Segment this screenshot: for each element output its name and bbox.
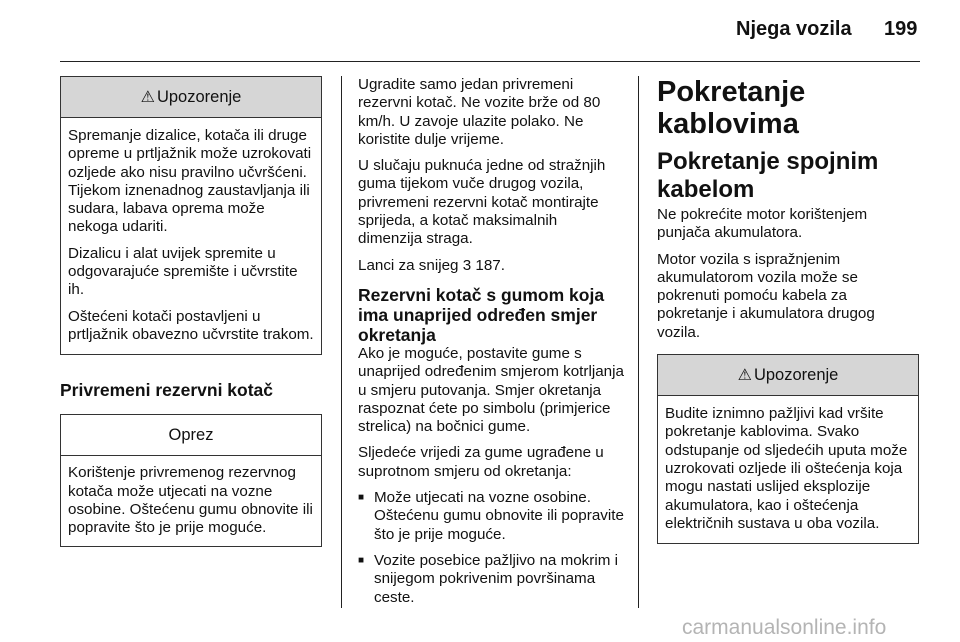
list-item-text: Vozite posebice pažljivo na mokrim i snijegom pokrivenim površinama ceste. bbox=[374, 551, 618, 606]
column-divider-2 bbox=[638, 76, 639, 608]
warning-box-body bbox=[658, 396, 918, 543]
warning-box-header bbox=[61, 77, 321, 118]
body-paragraph: U slučaju puknuća jedne od stražnjih guma tijekom vuče drugog vozila, privremeni rezervni kotač montirajte sprijeda, a kotač maksimalnih dimenzija straga. bbox=[358, 157, 606, 248]
warning-box-title: Upozorenje bbox=[156, 87, 242, 106]
snow-chains-ref-page: 187. bbox=[475, 256, 505, 274]
subheading-directional-tyre: Rezervni kotač s gumom koja ima unaprijed određen smjer okretanja bbox=[358, 284, 605, 345]
warning-box-storage bbox=[60, 76, 322, 355]
column-1 bbox=[60, 76, 322, 547]
body-paragraph: Motor vozila s ispražnjenim akumulatorom vozila može se pokrenuti pomoću kabela za pokretanje i akumulatora drugog vozila. bbox=[657, 250, 875, 341]
caution-box bbox=[60, 414, 322, 547]
chapter-title-jump-start: Pokretanje kablovima bbox=[657, 76, 806, 140]
warning-box-jump-start bbox=[657, 354, 919, 544]
warning-paragraph: Dizalicu i alat uvijek spremite u odgovarajuće spremište i učvrstite ih. bbox=[68, 244, 298, 299]
header-divider bbox=[60, 61, 920, 62]
snow-chains-reference bbox=[358, 257, 624, 275]
section-title-jump-cable: Pokretanje spojnim kabelom bbox=[657, 148, 879, 203]
column-3 bbox=[657, 76, 919, 544]
body-paragraph: Sljedeće vrijedi za gume ugrađene u suprotnom smjeru od okretanja: bbox=[358, 444, 604, 480]
warning-box-title: Upozorenje bbox=[753, 365, 839, 384]
list-item bbox=[358, 552, 624, 607]
snow-chains-ref-text: Lanci za snijeg bbox=[358, 256, 459, 274]
caution-box-body bbox=[61, 456, 321, 546]
body-paragraph: Ugradite samo jedan privremeni rezervni kotač. Ne vozite brže od 80 km/h. U zavoje ulazite polako. Ne koristite dulje vrijeme. bbox=[358, 76, 601, 148]
body-paragraph: Ne pokrećite motor korištenjem punjača akumulatora. bbox=[657, 206, 868, 242]
body-paragraph: Ako je moguće, postavite gume s unaprijed određenim smjerom kotrljanja u smjeru putovanja. Smjer okretanja raspoznat ćete po simbolu (primjerice strelica) na bočnici gume. bbox=[358, 344, 624, 436]
warning-triangle-icon: ⚠ bbox=[737, 367, 752, 385]
list-item-text: Može utjecati na vozne osobine. Oštećenu gumu obnovite ili popravite što je prije moguće. bbox=[374, 489, 624, 543]
bullet-square-icon: ■ bbox=[358, 554, 365, 566]
page-ref-arrow-icon: 3 bbox=[462, 256, 472, 274]
column-divider-1 bbox=[341, 76, 342, 608]
caution-paragraph: Korištenje privremenog rezervnog kotača može utjecati na vozne osobine. Oštećenu gumu obnovite ili popravite što je prije moguće. bbox=[68, 464, 313, 537]
caution-box-header bbox=[61, 415, 321, 456]
warning-triangle-icon: ⚠ bbox=[140, 89, 155, 106]
footer-watermark: carmanualsonline.info bbox=[682, 616, 887, 639]
column-2 bbox=[358, 76, 624, 615]
page-number: 199 bbox=[884, 18, 918, 40]
page-header-title: Njega vozila bbox=[736, 18, 852, 40]
warning-box-header bbox=[658, 355, 918, 396]
warning-paragraph: Oštećeni kotači postavljeni u prtljažnik obavezno učvrstite trakom. bbox=[68, 307, 314, 343]
bullet-square-icon: ■ bbox=[358, 492, 365, 504]
section-title-temporary-spare: Privremeni rezervni kotač bbox=[60, 380, 274, 401]
warning-paragraph: Budite iznimno pažljivi kad vršite pokretanje kablovima. Svako odstupanje od sljedećih uputa može uzrokovati ozljede ili oštećenja koja mogu nastati uslijed eksplozije akumulatora, kao i oštećenja električnih sustava u oba vozila. bbox=[665, 405, 908, 532]
warning-box-body bbox=[61, 118, 321, 354]
caution-box-title: Oprez bbox=[168, 425, 214, 444]
list-item bbox=[358, 489, 624, 544]
warning-paragraph: Spremanje dizalice, kotača ili druge opreme u prtljažnik može uzrokovati ozljede ako nisu pravilno učvršćeni. Tijekom iznenadnog zaustavljanja ili sudara, labava oprema može nekoga udariti. bbox=[68, 127, 312, 236]
